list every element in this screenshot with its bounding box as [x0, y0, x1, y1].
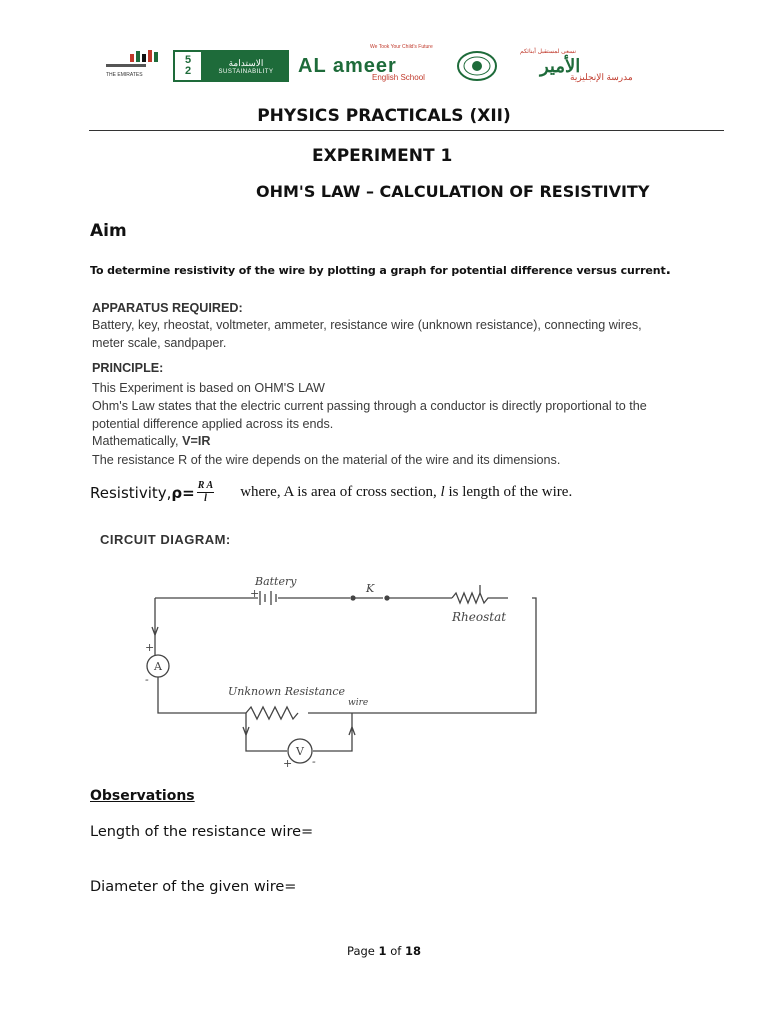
school-seal-logo — [456, 50, 498, 82]
circuit-diagram — [90, 555, 590, 780]
page-footer — [0, 944, 768, 958]
aim-text — [90, 262, 671, 278]
ammeter-plus-label: + — [145, 641, 155, 654]
key-label: K — [366, 582, 375, 595]
apparatus-heading: APPARATUS REQUIRED: — [92, 301, 243, 315]
ohms-law-formula: V=IR — [182, 434, 211, 448]
ammeter-minus-label: - — [145, 673, 149, 686]
diameter-observation: Diameter of the given wire= — [90, 879, 297, 895]
logo-caption: SUSTAINABILITY — [218, 68, 274, 75]
battery-label: Battery — [255, 575, 297, 588]
principle-line-1: This Experiment is based on OHM'S LAW — [92, 381, 325, 395]
rheostat-label: Rheostat — [452, 610, 507, 624]
resistivity-label: Resistivity, — [90, 483, 172, 502]
resistivity-where — [240, 484, 572, 501]
document-title: PHYSICS PRACTICALS (XII) — [257, 106, 511, 126]
aim-period: . — [665, 262, 671, 278]
arabic-logo-subtitle: مدرسة الإنجليزية — [570, 72, 633, 82]
ammeter-label: A — [154, 660, 162, 673]
battery-symbol — [260, 591, 276, 605]
fraction-numerator: R A — [197, 480, 214, 491]
experiment-title: OHM'S LAW – CALCULATION OF RESISTIVITY — [256, 182, 650, 201]
footer-of: of — [386, 944, 405, 958]
uae-logo — [100, 46, 166, 86]
formula-prefix: Mathematically, — [92, 434, 183, 448]
battery-plus-label: + — [250, 587, 260, 600]
principle-heading: PRINCIPLE: — [92, 361, 164, 375]
observations-heading: Observations — [90, 788, 195, 804]
wire-label: wire — [348, 698, 369, 708]
logo-digit-2: 2 — [184, 65, 192, 77]
uae-caption: THE EMIRATES — [106, 72, 143, 78]
principle-line-4: The resistance R of the wire depends on the material of the wire and its dimensions. — [92, 453, 561, 467]
length-observation: Length of the resistance wire= — [90, 824, 314, 840]
aim-sentence: To determine resistivity of the wire by plotting a graph for potential difference versus current — [90, 264, 666, 277]
where-l-symbol: l — [440, 484, 445, 500]
experiment-number: EXPERIMENT 1 — [312, 146, 453, 166]
voltmeter-right-branch — [313, 713, 352, 751]
sustainability-logo — [173, 50, 289, 82]
where-part-a: where, A is area of cross section, — [240, 484, 441, 500]
apparatus-text: Battery, key, rheostat, voltmeter, ammeter, resistance wire (unknown resistance), connecting wires, meter scale, sandpaper. — [92, 318, 642, 350]
fraction-denominator: l — [204, 493, 207, 504]
aim-heading: Aim — [90, 221, 127, 241]
arabic-tagline: نسعى لمستقبل أبنائكم — [520, 49, 577, 55]
resistivity-fraction — [197, 480, 214, 505]
ameer-tagline: We Took Your Child's Future — [370, 44, 433, 50]
logo-arabic: الاستدامة — [228, 57, 264, 68]
unknown-resistance-symbol — [246, 707, 298, 719]
logo-digit-5: 5 — [184, 54, 192, 66]
voltmeter-minus-label: - — [312, 755, 316, 768]
where-part-b: is length of the wire. — [444, 484, 573, 500]
title-divider — [89, 130, 724, 131]
footer-total-pages: 18 — [404, 944, 421, 958]
resistivity-formula — [90, 480, 572, 505]
rho-symbol: ρ= — [171, 483, 195, 502]
footer-prefix: Page — [347, 944, 379, 958]
key-symbol — [351, 596, 389, 600]
arabic-logo-name: الأمير — [540, 56, 581, 76]
principle-line-2: Ohm's Law states that the electric current passing through a conductor is directly proportional to the potential difference applied across its ends. — [92, 399, 647, 431]
ameer-logo-subtitle: English School — [372, 73, 425, 82]
circuit-heading: CIRCUIT DIAGRAM: — [100, 532, 231, 547]
footer-current-page: 1 — [378, 944, 387, 958]
principle-formula-line — [92, 433, 210, 451]
unknown-resistance-label: Unknown Resistance — [228, 685, 346, 698]
voltmeter-plus-label: + — [283, 757, 293, 770]
rheostat-symbol — [452, 593, 508, 603]
voltmeter-label: V — [296, 745, 304, 758]
ameer-logo-name: AL ameer — [298, 55, 397, 77]
